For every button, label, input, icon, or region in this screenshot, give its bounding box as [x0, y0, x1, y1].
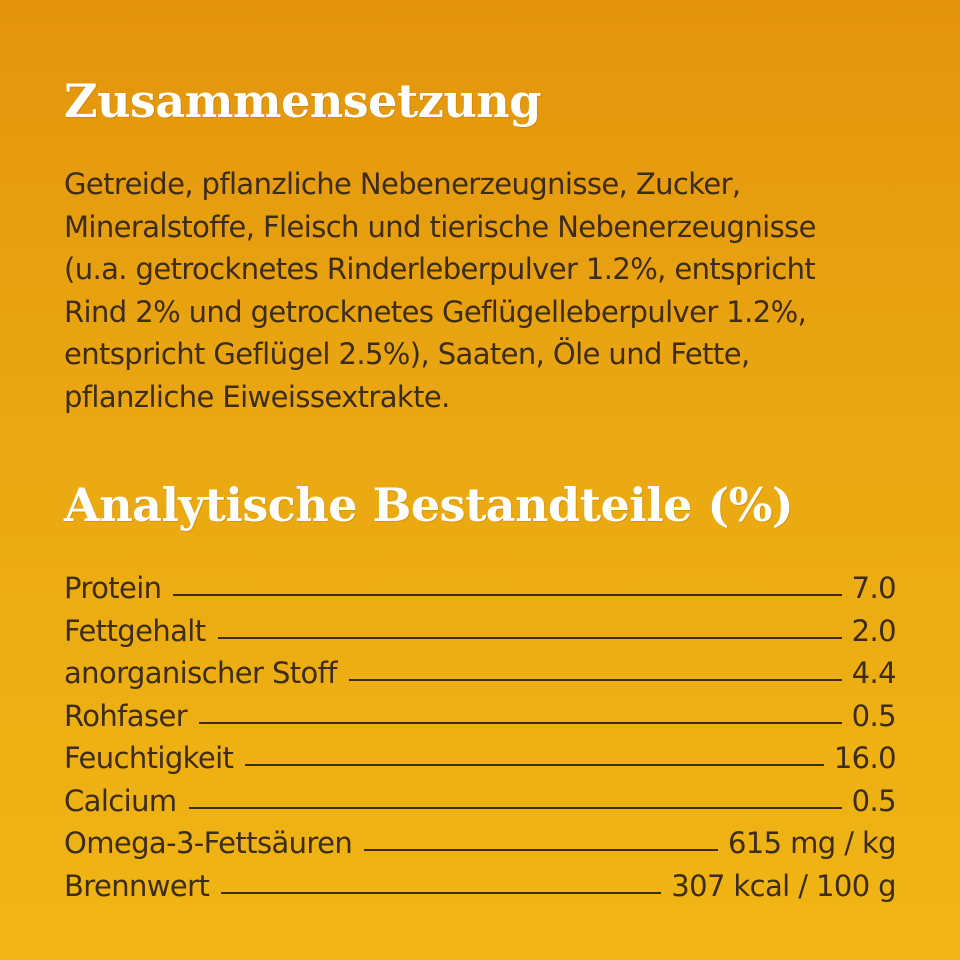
analysis-row-protein: [64, 567, 896, 610]
analysis-label: anorganischer Stoff: [64, 656, 337, 690]
leader-line: [173, 594, 841, 596]
analysis-heading: Analytische Bestandteile (%): [64, 478, 794, 532]
leader-line: [364, 849, 718, 851]
analysis-row-ash: [64, 652, 896, 695]
analysis-table: [64, 567, 896, 907]
analysis-value: 2.0: [851, 613, 896, 648]
analysis-value: 307 kcal / 100 g: [671, 868, 896, 903]
analysis-label: Calcium: [64, 783, 177, 818]
analysis-row-energy: [64, 865, 896, 908]
leader-line: [199, 722, 842, 724]
analysis-value: 0.5: [851, 698, 896, 733]
leader-line: [349, 679, 842, 681]
leader-line: [189, 807, 842, 809]
composition-text: Getreide, pflanzliche Nebenerzeugnisse, Zucker, Mineralstoffe, Fleisch und tierische Nebenerzeugnisse (u.a. getrocknetes Rinderleberpulver 1.2%, entspricht Rind 2% und getrocknetes Geflügelleberpulver 1.2%, entspricht Geflügel 2.5%), Saaten, Öle und Fette, pflanzliche Eiweissextrakte.: [64, 167, 816, 414]
analysis-value: 615 mg / kg: [727, 826, 896, 860]
analysis-row-calcium: [64, 780, 896, 823]
analysis-row-omega3: [64, 822, 896, 865]
analysis-value: 0.5: [851, 783, 896, 818]
analysis-value: 4.4: [851, 656, 896, 690]
analysis-label: Fettgehalt: [64, 613, 206, 648]
analysis-label: Protein: [64, 571, 162, 605]
analysis-row-moisture: [64, 737, 896, 780]
analysis-label: Rohfaser: [64, 698, 188, 733]
analysis-label: Omega-3-Fettsäuren: [64, 826, 353, 860]
analysis-label: Feuchtigkeit: [64, 741, 234, 775]
leader-line: [218, 637, 842, 639]
analysis-label: Brennwert: [64, 868, 210, 903]
analysis-row-fat: [64, 610, 896, 653]
analysis-row-fibre: [64, 695, 896, 738]
composition-heading: Zusammensetzung: [64, 74, 541, 128]
leader-line: [245, 764, 824, 766]
analysis-value: 7.0: [851, 571, 896, 605]
leader-line: [221, 892, 661, 894]
analysis-value: 16.0: [833, 741, 896, 775]
